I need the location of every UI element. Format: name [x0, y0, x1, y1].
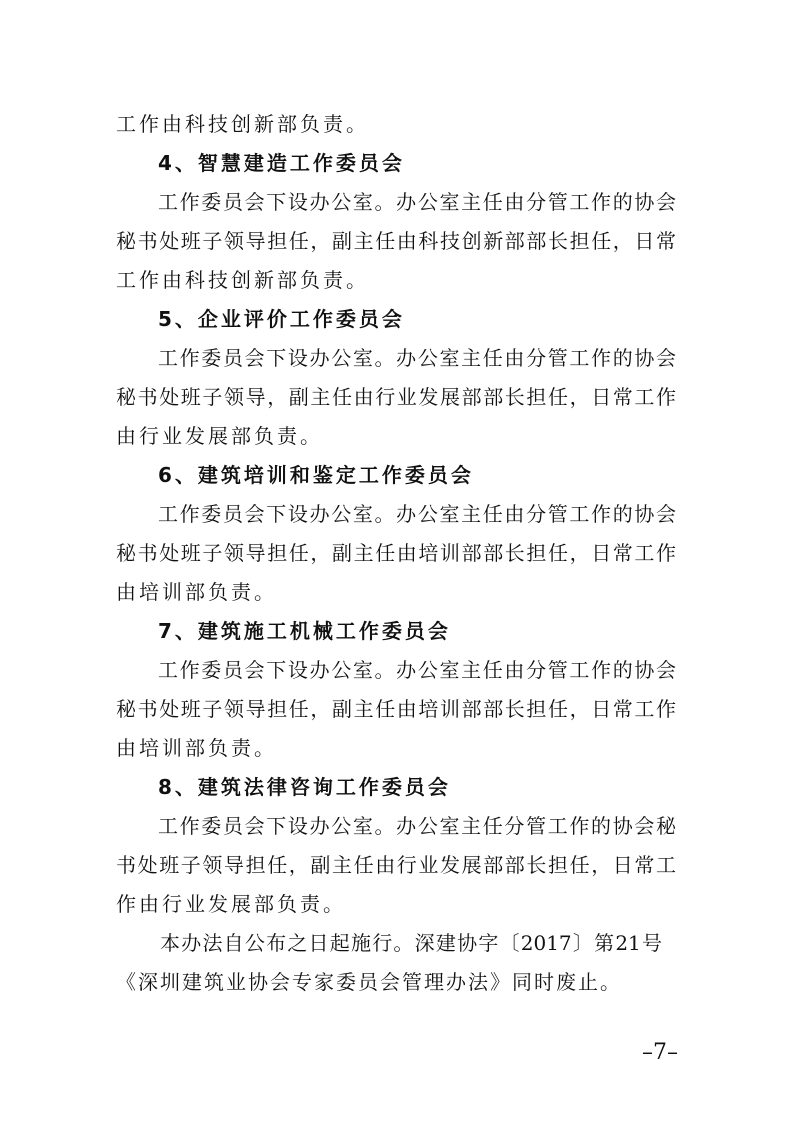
body-line: 工作委员会下设办公室。办公室主任由分管工作的协会 [158, 346, 676, 370]
body-line: 工作委员会下设办公室。办公室主任分管工作的协会秘 [158, 814, 676, 838]
body-line: 工作委员会下设办公室。办公室主任由分管工作的协会 [158, 502, 676, 526]
closing-paragraph-line: 《深圳建筑业协会专家委员会管理办法》同时废止。 [116, 970, 622, 994]
body-line: 工作委员会下设办公室。办公室主任由分管工作的协会 [158, 190, 676, 214]
section-heading-6: 6、建筑培训和鉴定工作委员会 [158, 463, 474, 487]
body-line: 作由行业发展部负责。 [116, 892, 346, 916]
body-line: 工作由科技创新部负责。 [116, 112, 369, 136]
section-heading-4: 4、智慧建造工作委员会 [158, 151, 405, 175]
section-heading-7: 7、建筑施工机械工作委员会 [158, 619, 451, 643]
body-line: 秘书处班子领导担任，副主任由培训部部长担任，日常工作 [116, 541, 676, 565]
body-line: 秘书处班子领导，副主任由行业发展部部长担任，日常工作 [116, 385, 676, 409]
body-line: 秘书处班子领导担任，副主任由科技创新部部长担任，日常 [116, 229, 676, 253]
page-number: –7– [642, 1040, 678, 1065]
closing-paragraph-line: 本办法自公布之日起施行。深建协字〔2017〕第21号 [160, 931, 662, 955]
section-heading-8: 8、建筑法律咨询工作委员会 [158, 775, 451, 799]
body-line: 秘书处班子领导担任，副主任由培训部部长担任，日常工作 [116, 697, 676, 721]
body-line: 工作由科技创新部负责。 [116, 268, 369, 292]
body-line: 工作委员会下设办公室。办公室主任由分管工作的协会 [158, 658, 676, 682]
body-line: 书处班子领导担任，副主任由行业发展部部长担任，日常工 [116, 853, 676, 877]
body-line: 由行业发展部负责。 [116, 424, 323, 448]
body-line: 由培训部负责。 [116, 736, 277, 760]
body-line: 由培训部负责。 [116, 580, 277, 604]
section-heading-5: 5、企业评价工作委员会 [158, 307, 405, 331]
